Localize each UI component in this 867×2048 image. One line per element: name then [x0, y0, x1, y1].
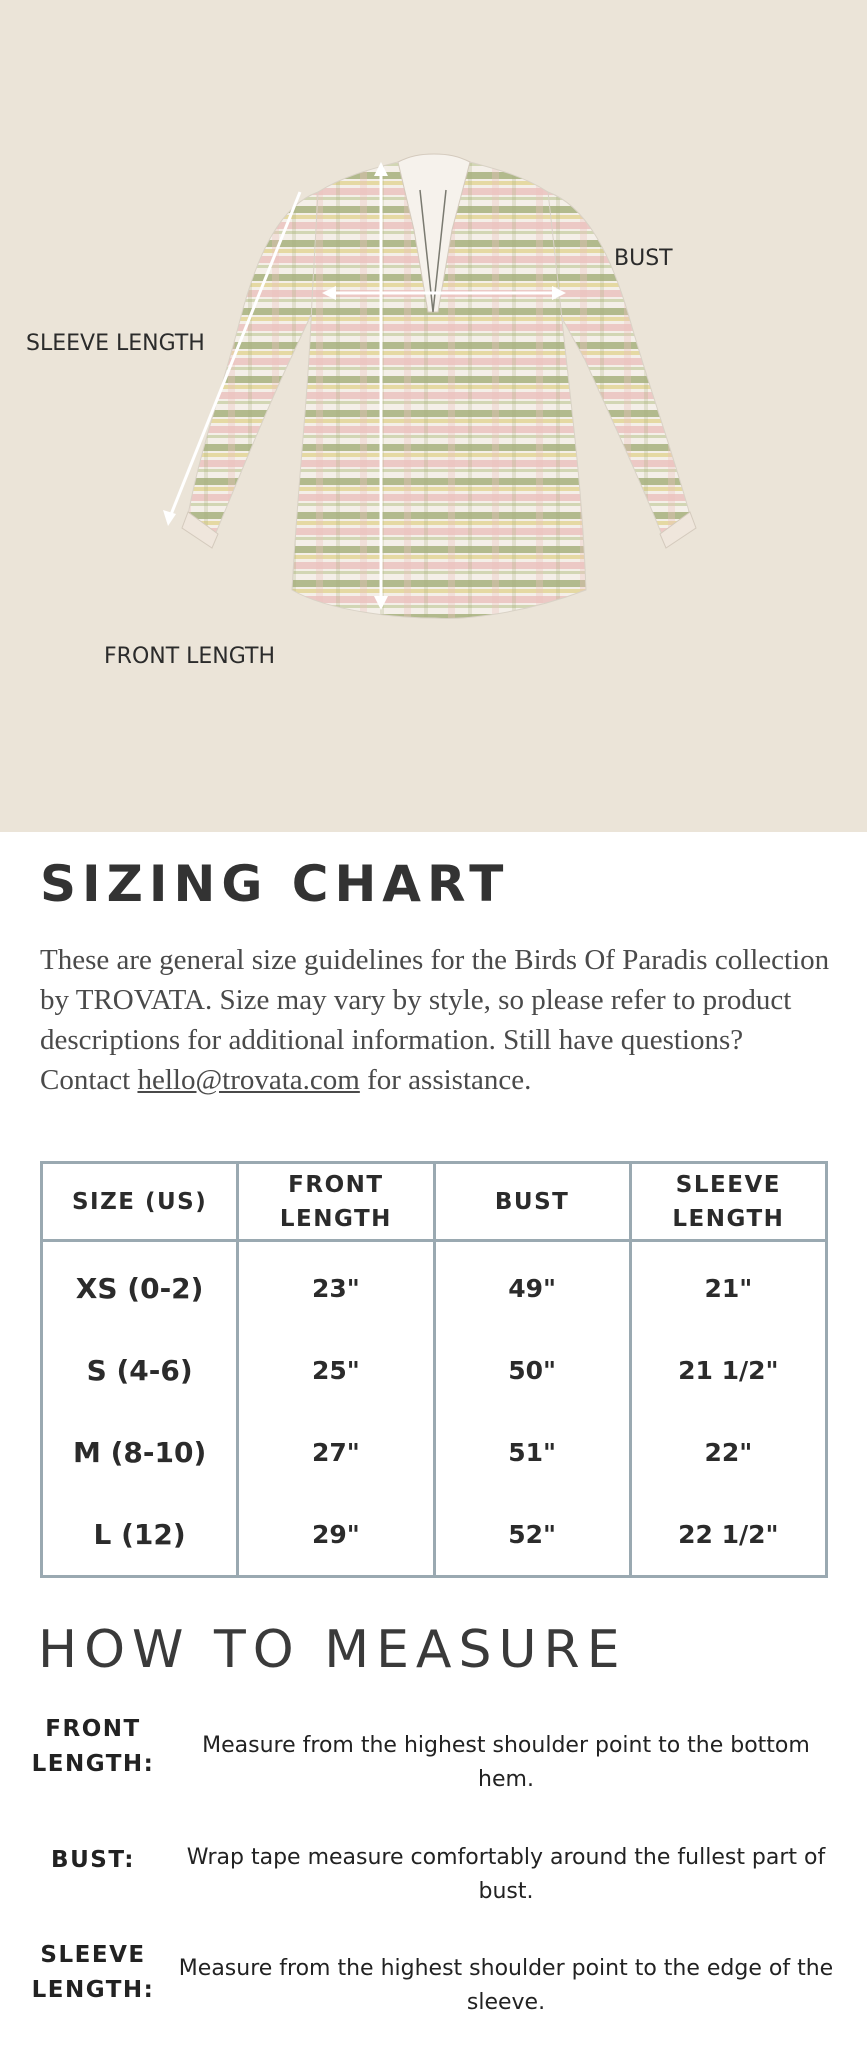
measure-label: BUST:	[51, 1847, 135, 1873]
table-header-row	[42, 1163, 827, 1241]
header-sleeve-length: SLEEVE LENGTH	[630, 1163, 826, 1241]
cell-sleeve-length: 22"	[630, 1411, 826, 1493]
table-row	[42, 1241, 827, 1330]
cell-size: L (12)	[93, 1517, 186, 1551]
header-front-length: FRONT LENGTH	[238, 1163, 434, 1241]
cell-bust: 49"	[434, 1241, 630, 1330]
intro-suffix: for assistance.	[359, 1064, 532, 1096]
how-to-measure-title: HOW TO MEASURE	[38, 1620, 627, 1680]
cell-size: XS (0-2)	[75, 1271, 204, 1305]
bust-label: BUST	[614, 246, 673, 271]
cell-size: S (4-6)	[86, 1353, 193, 1387]
contact-email-link[interactable]: hello@trovata.com	[137, 1064, 360, 1096]
measure-description: Measure from the highest shoulder point to the edge of the sleeve.	[178, 1956, 834, 2015]
sleeve-length-label: SLEEVE LENGTH	[26, 331, 205, 356]
product-hero	[0, 0, 867, 832]
cell-bust: 52"	[434, 1493, 630, 1577]
table-row	[42, 1493, 827, 1577]
cell-size: M (8-10)	[72, 1435, 207, 1469]
table-row	[42, 1411, 827, 1493]
size-table	[40, 1161, 828, 1578]
table-row	[42, 1329, 827, 1411]
front-length-label: FRONT LENGTH	[104, 644, 276, 669]
cell-front-length: 29"	[238, 1493, 434, 1577]
intro-text: These are general size guidelines for the Birds Of Paradis collection by TROVATA. Size may vary by style, so please refer to product descriptions for additional information. Still have questions? Contact	[40, 944, 830, 1096]
measure-label: SLEEVE LENGTH:	[31, 1942, 155, 2003]
cell-front-length: 25"	[238, 1329, 434, 1411]
cell-sleeve-length: 21 1/2"	[630, 1329, 826, 1411]
sizing-intro	[40, 940, 840, 1100]
measure-label: FRONT LENGTH:	[31, 1716, 155, 1777]
cell-bust: 51"	[434, 1411, 630, 1493]
measure-description: Measure from the highest shoulder point to the bottom hem.	[202, 1733, 810, 1792]
header-size: SIZE (US)	[42, 1163, 238, 1241]
cell-front-length: 23"	[238, 1241, 434, 1330]
cell-sleeve-length: 22 1/2"	[630, 1493, 826, 1577]
measure-description: Wrap tape measure comfortably around the fullest part of bust.	[186, 1845, 826, 1904]
sizing-chart-title: SIZING CHART	[40, 855, 510, 913]
cell-sleeve-length: 21"	[630, 1241, 826, 1330]
header-bust: BUST	[434, 1163, 630, 1241]
blouse-illustration	[0, 0, 867, 832]
cell-bust: 50"	[434, 1329, 630, 1411]
cell-front-length: 27"	[238, 1411, 434, 1493]
